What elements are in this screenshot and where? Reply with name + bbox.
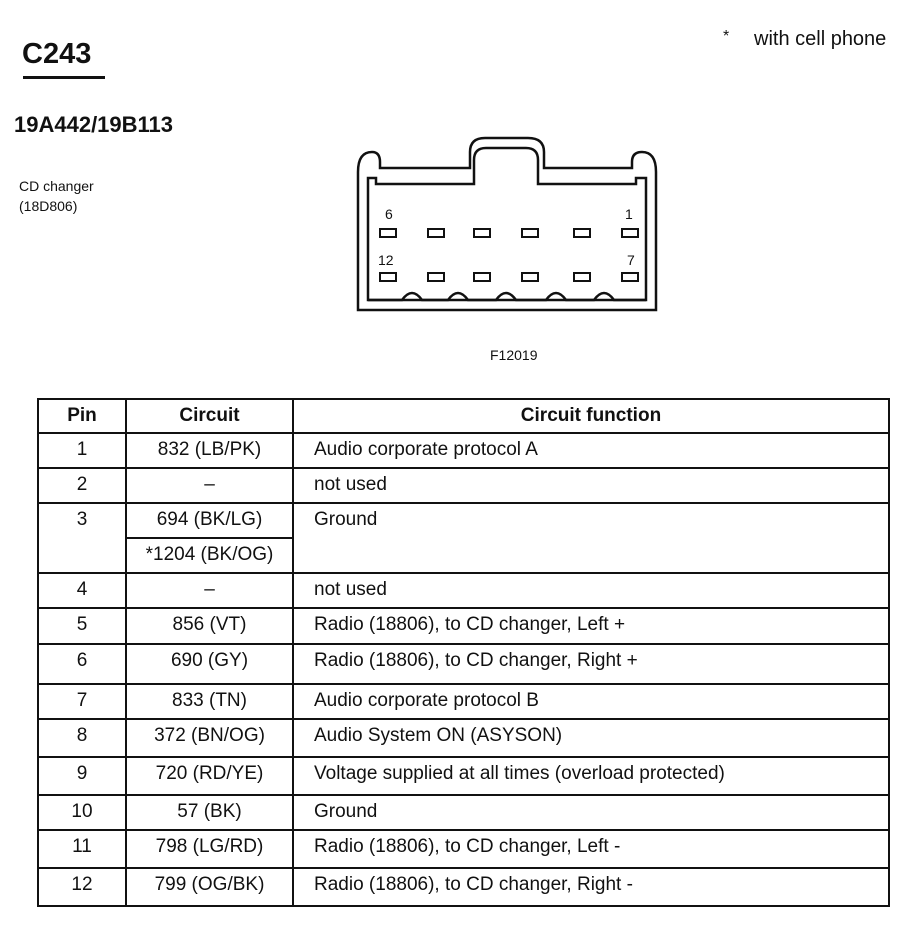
circuit-cell: 798 (LG/RD) [126, 830, 293, 868]
pin-label-6: 6 [385, 206, 393, 222]
pin-cell: 4 [38, 573, 126, 608]
function-cell: Radio (18806), to CD changer, Right + [293, 644, 889, 684]
table-row [38, 868, 889, 906]
pin-label-12: 12 [378, 252, 394, 268]
pin-cell: 1 [38, 433, 126, 468]
circuit-cell: 372 (BN/OG) [126, 719, 293, 757]
table-row [38, 830, 889, 868]
pin-cell: 7 [38, 684, 126, 719]
circuit-cell: 799 (OG/BK) [126, 868, 293, 906]
circuit-cell: 832 (LB/PK) [126, 433, 293, 468]
footnote-text: with cell phone [754, 28, 887, 50]
function-cell: Radio (18806), to CD changer, Left - [293, 830, 889, 868]
table-row [38, 503, 889, 538]
pin-cell: 9 [38, 757, 126, 795]
table-row [38, 684, 889, 719]
circuit-cell: 720 (RD/YE) [126, 757, 293, 795]
component-name: CD changer [19, 178, 94, 194]
pin-cell: 11 [38, 830, 126, 868]
column-header-function: Circuit function [293, 399, 889, 433]
function-cell: Ground [293, 503, 889, 573]
function-cell: Voltage supplied at all times (overload protected) [293, 757, 889, 795]
function-cell: not used [293, 468, 889, 503]
circuit-cell: – [126, 468, 293, 503]
table-row [38, 608, 889, 644]
function-cell: not used [293, 573, 889, 608]
circuit-cell: 833 (TN) [126, 684, 293, 719]
component-label [19, 176, 94, 216]
footnote-symbol: * [723, 28, 730, 45]
column-header-pin: Pin [38, 399, 126, 433]
part-number: 19A442/19B113 [14, 112, 174, 137]
connector-id: C243 [22, 38, 92, 70]
pin-cell: 6 [38, 644, 126, 684]
pin-table [37, 398, 890, 907]
pin-cell: 8 [38, 719, 126, 757]
function-cell: Audio System ON (ASYSON) [293, 719, 889, 757]
table-row [38, 433, 889, 468]
connector-id-underline [23, 76, 105, 79]
function-cell: Audio corporate protocol A [293, 433, 889, 468]
table-row [38, 757, 889, 795]
circuit-cell: 690 (GY) [126, 644, 293, 684]
function-cell: Radio (18806), to CD changer, Right - [293, 868, 889, 906]
circuit-cell: 57 (BK) [126, 795, 293, 830]
table-header-row [38, 399, 889, 433]
pin-cell: 5 [38, 608, 126, 644]
pin-cell: 2 [38, 468, 126, 503]
pin-cell: 3 [38, 503, 126, 573]
function-cell: Radio (18806), to CD changer, Left + [293, 608, 889, 644]
function-cell: Ground [293, 795, 889, 830]
circuit-cell-alt: *1204 (BK/OG) [126, 538, 293, 573]
table-row [38, 719, 889, 757]
pin-cell: 10 [38, 795, 126, 830]
circuit-cell: 694 (BK/LG) [126, 503, 293, 538]
column-header-circuit: Circuit [126, 399, 293, 433]
diagram-reference: F12019 [490, 347, 538, 363]
pin-label-1: 1 [625, 206, 633, 222]
circuit-cell: 856 (VT) [126, 608, 293, 644]
pin-label-7: 7 [627, 252, 635, 268]
pin-cell: 12 [38, 868, 126, 906]
table-row [38, 468, 889, 503]
table-row [38, 573, 889, 608]
circuit-cell: – [126, 573, 293, 608]
table-row [38, 644, 889, 684]
function-cell: Audio corporate protocol B [293, 684, 889, 719]
connector-face-diagram [340, 130, 670, 320]
table-row [38, 795, 889, 830]
component-code: (18D806) [19, 198, 78, 214]
